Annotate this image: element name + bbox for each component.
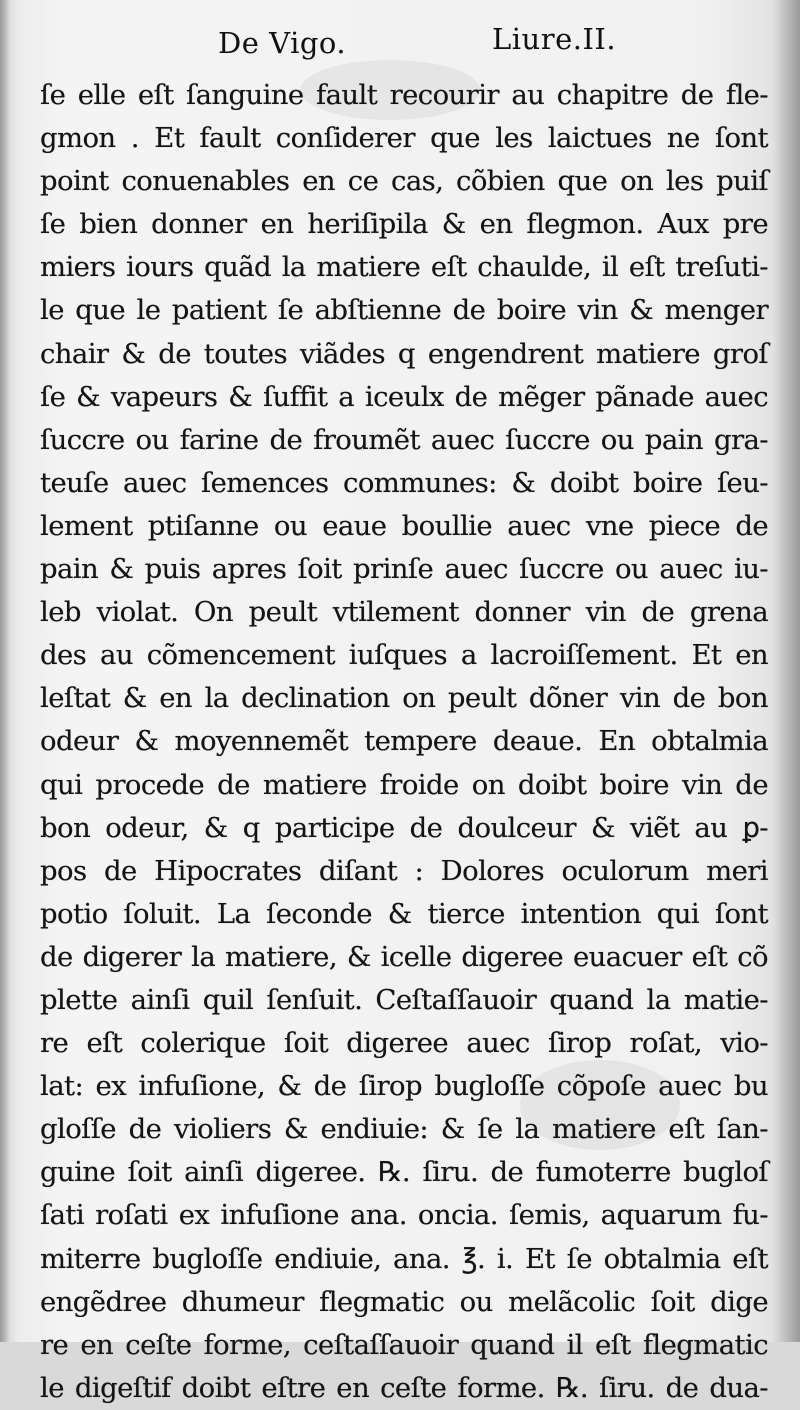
text-line: odeur & moyennemẽt tempere deaue. En obtalmia [40,725,768,758]
text-line: le que le patient ſe abſtienne de boire vin & menger [40,294,768,327]
text-line: de digerer la matiere, & icelle digeree euacuer eſt cõ [40,940,768,973]
body-text [40,74,768,1410]
text-line: re en ceſte forme, ceſtaſſauoir quand il eſt flegmatic [40,1328,768,1361]
text-line: plette ainſi quil ſenſuit. Ceſtaſſauoir quand la matie- [40,983,768,1016]
text-line: gmon . Et fault conſiderer que les laictues ne ſont [40,122,768,155]
text-line: teuſe auec ſemences communes: & doibt boire ſeu- [40,466,768,499]
text-line: leſtat & en la declination on peult dõner vin de bon [40,682,768,715]
text-line: ſe elle eſt ſanguine fault recourir au chapitre de fle- [40,79,768,111]
text-line: miers iours quãd la matiere eſt chaulde, il eſt treſuti- [40,251,768,284]
text-line: re eſt colerique ſoit digeree auec ſirop roſat, vio- [40,1027,768,1060]
text-line: le digeſtif doibt eſtre en ceſte forme. ℞. ſiru. de dua- [40,1371,768,1404]
text-line: des au cõmencement iuſques a lacroiſſement. Et en [40,639,768,672]
text-line: leb violat. On peult vtilement donner vin de grena [40,596,768,629]
text-line: ſati roſati ex infuſione ana. oncia. ſemis, aquarum fu- [40,1199,768,1232]
text-line: point conuenables en ce cas, cõbien que on les puiſ [40,165,768,198]
text-line: ſe bien donner en heriſipila & en flegmon. Aux pre [40,208,768,241]
text-line: gloſſe de violiers & endiuie: & ſe la matiere eſt ſan- [40,1113,768,1146]
running-head-book: Liure.II. [492,22,617,56]
running-head-title: De Vigo. [218,26,347,60]
text-line: ſuccre ou farine de froumẽt auec ſuccre ou pain gra- [40,423,768,456]
text-line: pain & puis apres ſoit prinſe auec ſuccre ou auec iu- [40,553,768,586]
text-line: bon odeur, & q participe de doulceur & viẽt au ꝑ- [40,811,768,844]
text-line: pos de Hipocrates diſant : Dolores oculorum meri [40,854,768,887]
text-line: ſe & vapeurs & ſuffit a iceulx de mẽger pãnade auec [40,380,768,413]
text-line: potio ſoluit. La ſeconde & tierce intention qui ſont [40,897,768,930]
text-line: guine ſoit ainſi digeree. ℞. ſiru. de fumoterre bugloſ [40,1156,768,1189]
text-line: qui procede de matiere froide on doibt boire vin de [40,768,768,801]
text-line: chair & de toutes viãdes q engendrent matiere groſ [40,337,768,370]
text-line: engẽdree dhumeur flegmatic ou melãcolic ſoit dige [40,1285,768,1318]
text-line: miterre bugloſſe endiuie, ana. ℥. i. Et ſe obtalmia eſt [40,1242,768,1275]
text-line: lement ptiſanne ou eaue boullie auec vne piece de [40,509,768,542]
text-line: lat: ex infuſione, & de ſirop bugloſſe cõpoſe auec bu [40,1070,768,1103]
running-head [0,22,800,66]
